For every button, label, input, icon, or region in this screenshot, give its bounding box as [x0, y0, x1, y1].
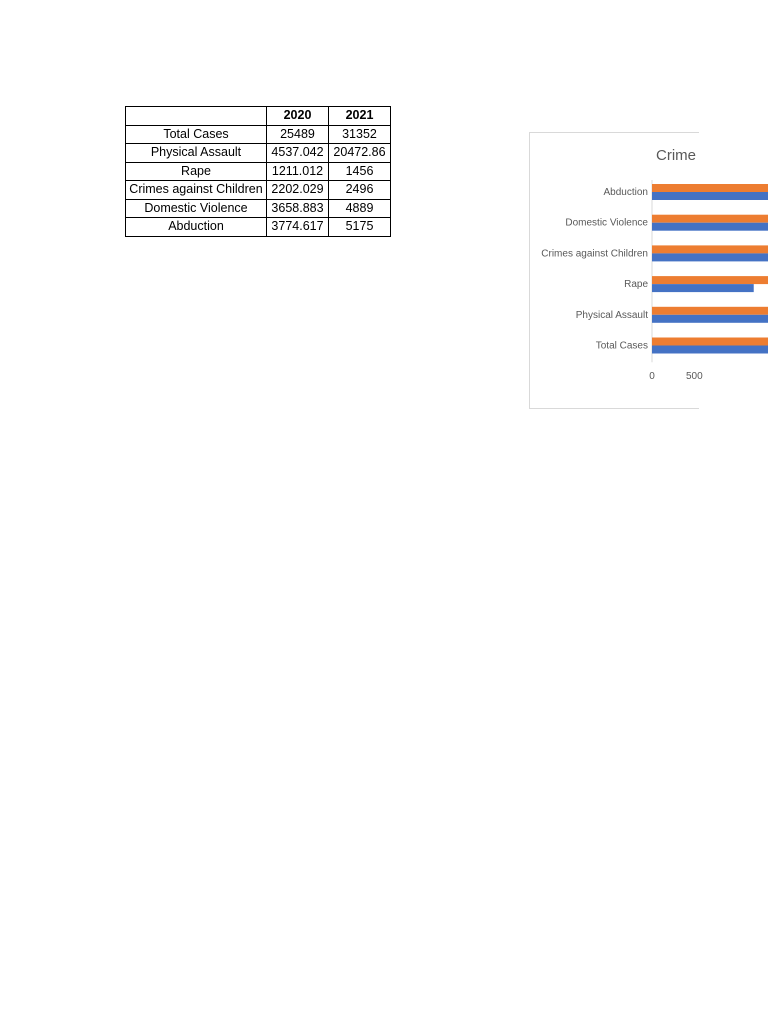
row-value-2020: 4537.042 [267, 144, 329, 163]
bar-2021 [652, 184, 768, 192]
bar-2021 [652, 307, 768, 315]
x-tick-label: 500 [686, 371, 703, 383]
table-row [126, 125, 391, 144]
bar-2020 [652, 315, 768, 323]
table-row [126, 162, 391, 181]
crime-data-table [125, 106, 391, 237]
table-row [126, 218, 391, 237]
row-label: Crimes against Children [126, 181, 267, 200]
header-2020: 2020 [267, 107, 329, 126]
row-value-2020: 1211.012 [267, 162, 329, 181]
chart-plot-area [530, 133, 703, 408]
row-value-2020: 25489 [267, 125, 329, 144]
bar-2021 [652, 215, 768, 223]
category-label: Crimes against Children [541, 248, 648, 260]
table-row [126, 144, 391, 163]
row-value-2021: 4889 [329, 199, 391, 218]
row-value-2021: 2496 [329, 181, 391, 200]
row-value-2021: 31352 [329, 125, 391, 144]
bar-2020 [652, 253, 768, 261]
row-value-2020: 3774.617 [267, 218, 329, 237]
header-2021: 2021 [329, 107, 391, 126]
bar-2021 [652, 276, 768, 284]
table-row [126, 181, 391, 200]
row-value-2020: 2202.029 [267, 181, 329, 200]
row-label: Total Cases [126, 125, 267, 144]
row-label: Physical Assault [126, 144, 267, 163]
x-tick-label: 0 [649, 371, 655, 383]
crime-bar-chart[interactable] [529, 132, 703, 409]
category-label: Rape [624, 279, 648, 291]
row-label: Rape [126, 162, 267, 181]
bar-2020 [652, 192, 768, 200]
bar-2021 [652, 338, 768, 346]
bar-2020 [652, 284, 754, 292]
category-label: Abduction [603, 187, 648, 198]
bar-2020 [652, 346, 768, 354]
table-header-row [126, 107, 391, 126]
row-value-2021: 20472.86 [329, 144, 391, 163]
category-label: Physical Assault [575, 309, 648, 321]
bar-2021 [652, 245, 768, 253]
row-value-2021: 1456 [329, 162, 391, 181]
category-label: Domestic Violence [565, 217, 648, 229]
category-label: Total Cases [595, 340, 648, 352]
table-row [126, 199, 391, 218]
bar-2020 [652, 223, 768, 231]
row-value-2021: 5175 [329, 218, 391, 237]
row-label: Domestic Violence [126, 199, 267, 218]
row-value-2020: 3658.883 [267, 199, 329, 218]
header-blank [126, 107, 267, 126]
row-label: Abduction [126, 218, 267, 237]
chart-title: Crime [656, 147, 696, 164]
